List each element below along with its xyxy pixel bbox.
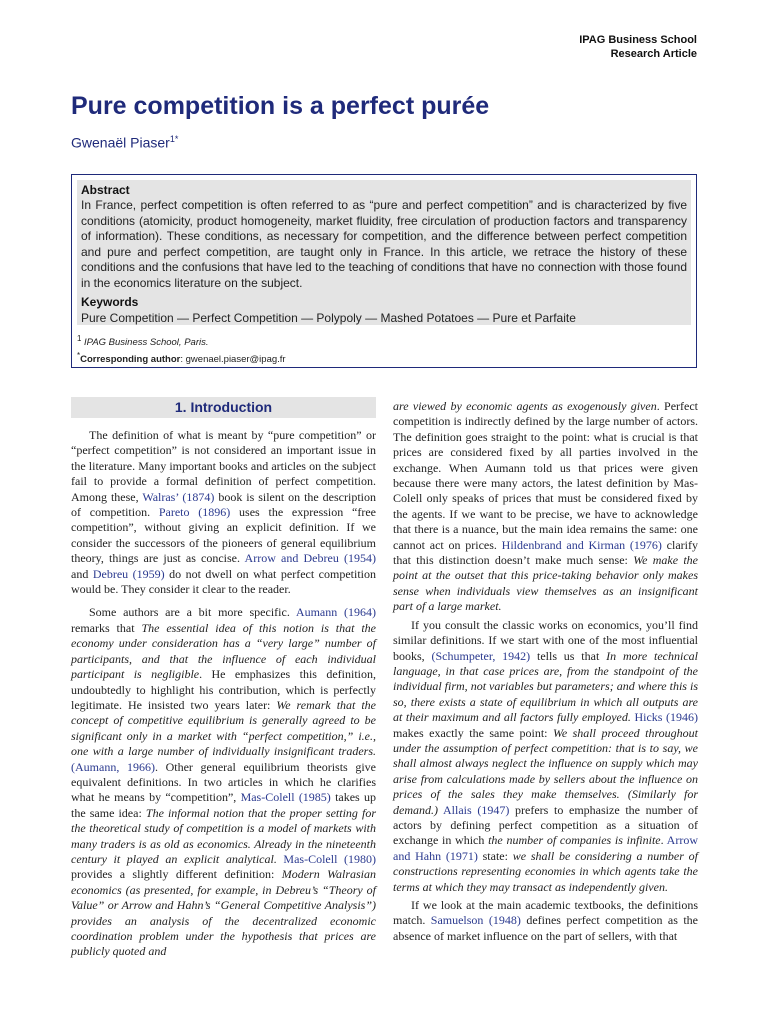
quote: In more technical language, in that case prices are, from the standpoint of the individual firm, not variables but parameters; and where this is so, there exists a state of equilibrium in which all outputs are at their maximum and all factors fully employed. bbox=[393, 648, 698, 725]
citation-link[interactable]: Allais (1947) bbox=[443, 802, 510, 817]
abstract-text: In France, perfect competition is often referred to as “pure and perfect competition” and is characterized by five conditions (atomicity, product homogeneity, market fluidity, free circulation of production factors and transparency of information). These conditions, as necessary for competition, and the difference between perfect competition and pure and perfect competition, are taught only in France. In this article, we retrace the history of these conditions and the confusions that have led to the teaching of conditions that have no connection with those found in the economics literature on the subject. bbox=[81, 198, 687, 290]
author-name: Gwenaël Piaser bbox=[71, 134, 170, 151]
quote: The essential idea of this notion is that the economy under consideration has a “very large” number of participants, and that the influence of each individual participant is negligible bbox=[71, 620, 376, 682]
paragraph: Some authors are a bit more specific. Aumann (1964) remarks that The essential idea of this notion is that the economy under consideration has a “very large” number of participants, and that the influence of each individual participant is negligible. He emphasizes this definition, undoubtedly to highlight his contribution, which is perfectly legitimate. He insisted two years later: We remark that the concept of competitive equilibrium is generally agreed to be significant only in a market with “perfect competition,” i.e., one with a large number of individually insignificant traders. (Aumann, 1966). Other general equilibrium theorists give equivalent definitions. In two articles in which he clarifies what he means by “competition”, Mas-Colell (1985) takes up the same idea: The informal notion that the proper setting for the theoretical study of competition is a model of markets with many traders is as old as economics. Already in the nineteenth century it played an explicit analytical. Mas-Colell (1980) provides a slightly different definition: Modern Walrasian economics (as presented, for example, in Debreu’s “Theory of Value” or Arrow and Hahn’s “General Competitive Analysis”) provides an analysis of the decentralized economic coordination problem under the hypothesis that prices are publicly quoted and bbox=[71, 605, 377, 959]
citation-link[interactable]: Aumann (1964) bbox=[295, 605, 376, 620]
citation-link[interactable]: Hicks (1946) bbox=[634, 710, 699, 725]
right-column bbox=[393, 399, 698, 944]
citation-link[interactable]: Mas-Colell (1980) bbox=[283, 851, 376, 866]
header-article-type: Research Article bbox=[610, 48, 697, 60]
paragraph: If you consult the classic works on economics, you’ll find similar definitions. If we start with one of the most influential books, (Schumpeter, 1942) tells us that In more technical language, in that case prices are, from the standpoint of the individual firm, not variables but parameters; and where this is so, there exists a state of equilibrium in which all outputs are at their maximum and all factors fully employed. Hicks (1946) makes exactly the same point: We shall proceed throughout under the assumption of perfect competition: that is to say, we shall almost always neglect the influence on supply which may arise from calculations made by sellers about the influence on prices of the sales they make themselves. (Similarly for demand.) Allais (1947) prefers to emphasize the number of actors by defining perfect competition as a situation of exchange in which the number of companies is infinite. Arrow and Hahn (1971) state: we shall be considering a number of constructions representing economies in which agents take the terms at which they may transact as independently given. bbox=[393, 617, 699, 894]
paragraph: are viewed by economic agents as exogenously given. Perfect competition is indirectly defined by the large number of actors. The definition goes straight to the point: what is crucial is that prices are considered fixed by all parties involved in the exchange. When Aumann told us that prices were given because there were many actors, the latest definition by Mas-Colell only speaks of prices that must be considered fixed by the agents. If we want to be precise, we have to acknowledge that there is a nuance, but the main idea remains the same: one cannot act on prices. Hildenbrand and Kirman (1976) clarify that this distinction doesn’t make much sense: We make the point at the outset that this price-taking behavior only makes sense when individuals view themselves as an insignificant part of a large market. bbox=[393, 399, 698, 614]
corresponding-mark: * bbox=[77, 351, 81, 361]
citation-link[interactable]: (Schumpeter, 1942) bbox=[431, 648, 531, 663]
quote: we shall be considering a number of constructions representing economies in which agents take the terms at which they may transact as independently given. bbox=[393, 848, 699, 894]
quote: Modern Walrasian economics (as presented, for example, in Debreu’s “Theory of Value” or Arrow and Hahn’s “General Competitive Analysis”) provides an analysis of the decentralized economic coordination problem under the hypothesis that prices are publicly quoted and bbox=[71, 867, 376, 959]
paper-title: Pure competition is a perfect purée bbox=[71, 92, 490, 120]
quote: The informal notion that the proper setting for the theoretical study of competition is a model of markets with many traders is as old as economics. Already in the nineteenth century it played an explicit analytical. bbox=[71, 805, 377, 866]
affiliation-text: IPAG Business School, Paris. bbox=[84, 337, 209, 349]
corresponding-email: : gwenael.piaser@ipag.fr bbox=[180, 354, 286, 366]
author-marks: 1* bbox=[169, 134, 179, 144]
paragraph: The definition of what is meant by “pure competition” or “perfect competition” is not considered an important issue in the literature. Many important books and articles on the subject fail to provide a formal definition of perfect competition. Among these, Walras’ (1874) book is silent on the description of competition. Pareto (1896) uses the expression “free competition”, without giving an explicit definition. If we consider the successors of the pioneers of general equilibrium theory, things are just as concise. Arrow and Debreu (1954) and Debreu (1959) do not dwell on what perfect competition would be. They consider it clear to the reader. bbox=[71, 428, 376, 597]
citation-link[interactable]: Pareto (1896) bbox=[158, 505, 231, 520]
affiliation-mark: 1 bbox=[77, 334, 82, 343]
keywords-heading: Keywords bbox=[81, 295, 139, 309]
keywords-list: Pure Competition — Perfect Competition — Polypoly — Mashed Potatoes — Pure et Parfaite bbox=[81, 311, 576, 325]
quote: We shall proceed throughout under the assumption of perfect competition: that is to say, we shall almost always neglect the influence on supply which may arise from calculations made by sellers about the influence on prices of the sales they make themselves. (Similarly for demand.) bbox=[393, 725, 699, 817]
author-line bbox=[71, 134, 178, 151]
citation-link[interactable]: Samuelson (1948) bbox=[430, 913, 521, 928]
section-heading-introduction: 1. Introduction bbox=[71, 397, 376, 418]
citation-link[interactable]: Walras’ (1874) bbox=[142, 489, 215, 504]
affiliation-block bbox=[77, 332, 286, 366]
abstract-panel bbox=[77, 180, 691, 325]
quote: We make the point at the outset that this price-taking behavior only makes sense when individuals view themselves as an insignificant part of a large market. bbox=[393, 553, 698, 614]
left-column bbox=[71, 428, 376, 960]
citation-link[interactable]: Hildenbrand and Kirman (1976) bbox=[501, 537, 662, 552]
corresponding-author-line bbox=[77, 349, 286, 366]
citation-link[interactable]: Arrow and Hahn (1971) bbox=[393, 833, 698, 863]
citation-link[interactable]: (Aumann, 1966) bbox=[71, 759, 155, 774]
quote: We remark that the concept of competitive equilibrium is generally agreed to be significant only in a market with “perfect competition,” i.e., one with a large number of individually insignificant traders. bbox=[71, 697, 376, 759]
abstract-box bbox=[71, 174, 697, 368]
header-institution: IPAG Business School bbox=[579, 34, 697, 46]
quote: the number of companies is infinite bbox=[488, 833, 661, 848]
abstract-heading: Abstract bbox=[81, 183, 130, 197]
quote: are viewed by economic agents as exogenously given bbox=[393, 399, 657, 413]
paragraph: If we look at the main academic textbooks, the definitions match. Samuelson (1948) defines perfect competition as the absence of market influence on the part of sellers, with that bbox=[393, 898, 699, 943]
affiliation-line bbox=[77, 332, 286, 349]
citation-link[interactable]: Arrow and Debreu (1954) bbox=[244, 551, 376, 566]
citation-link[interactable]: Debreu (1959) bbox=[92, 566, 165, 581]
citation-link[interactable]: Mas-Colell (1985) bbox=[240, 790, 331, 805]
header-institution-block bbox=[579, 33, 697, 61]
corresponding-label: Corresponding author bbox=[80, 354, 181, 366]
